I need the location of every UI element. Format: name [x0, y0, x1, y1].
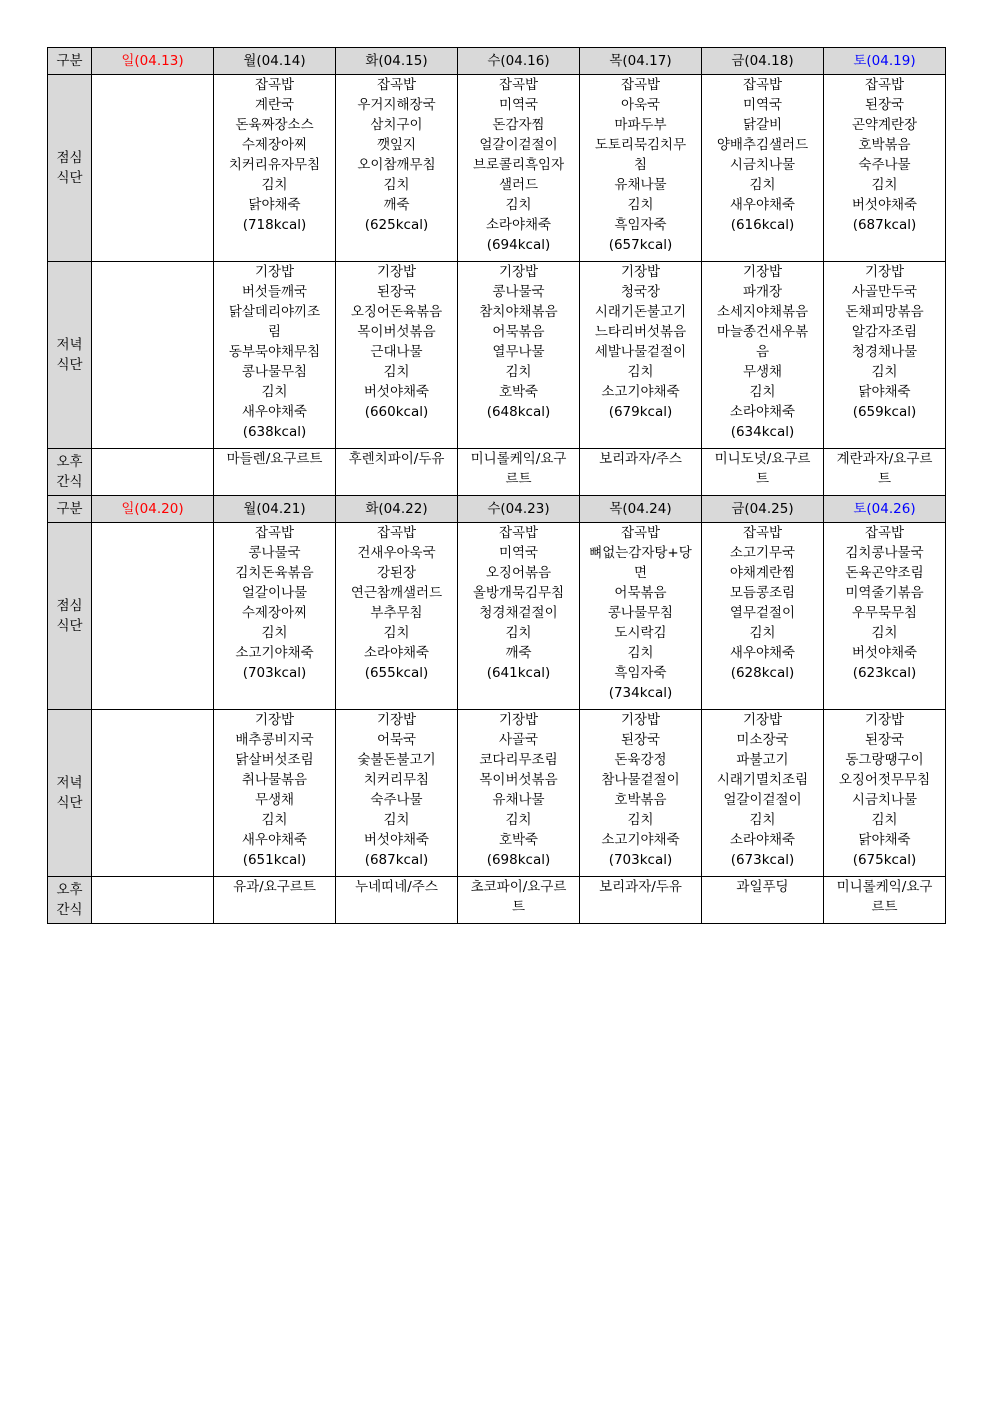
menu-item: 된장국: [376, 284, 417, 300]
menu-item: 돈채피망볶음: [845, 304, 924, 320]
menu-cell: [824, 262, 946, 449]
menu-item: 소고기무국: [729, 545, 796, 561]
menu-item: 김치: [383, 177, 410, 193]
menu-item: 얼갈이나물: [241, 585, 308, 601]
menu-item: 콩나물국: [248, 545, 301, 561]
menu-cell: [92, 75, 214, 262]
menu-item: 계란과자/요구르: [836, 451, 933, 467]
menu-item: 김치: [627, 364, 654, 380]
menu-item: 닭살데리야끼조: [228, 304, 321, 320]
menu-item: 숯불돈불고기: [357, 752, 436, 768]
menu-item: 된장국: [864, 97, 905, 113]
menu-item: 김치: [871, 177, 898, 193]
meal-label-line: 식단: [56, 618, 83, 634]
week-header-row: [48, 496, 946, 523]
menu-item: 소라야채죽: [729, 832, 796, 848]
menu-item: 후렌치파이/두유: [348, 451, 445, 467]
menu-item: (718kcal): [242, 217, 307, 233]
menu-cell: [702, 75, 824, 262]
menu-item: 초코파이/요구르: [470, 879, 567, 895]
menu-item: 소라야채죽: [729, 404, 796, 420]
menu-item: 모듬콩조림: [729, 585, 796, 601]
menu-item: 참치야채볶음: [479, 304, 558, 320]
menu-item: 샐러드: [498, 177, 539, 193]
menu-item: 잡곡밥: [498, 77, 539, 93]
menu-cell: [458, 75, 580, 262]
meal-label-line: 오후: [56, 882, 83, 898]
meal-label-line: 식단: [56, 795, 83, 811]
header-label: 구분: [48, 496, 92, 523]
menu-item: (638kcal): [242, 424, 307, 440]
menu-item: 알감자조림: [851, 324, 918, 340]
menu-item: 김치: [749, 625, 776, 641]
menu-item: 마들렌/요구르트: [226, 451, 323, 467]
menu-item: 치커리무침: [363, 772, 430, 788]
menu-item: 새우야채죽: [729, 197, 796, 213]
menu-item: 배추콩비지국: [235, 732, 314, 748]
menu-item: (651kcal): [242, 852, 307, 868]
menu-cell: [458, 262, 580, 449]
dinner-label: [48, 710, 92, 877]
menu-item: (734kcal): [608, 685, 673, 701]
menu-cell: [824, 877, 946, 924]
menu-cell: [580, 877, 702, 924]
menu-item: 계란국: [254, 97, 295, 113]
menu-cell: [824, 710, 946, 877]
menu-item: 아욱국: [620, 97, 661, 113]
menu-item: 김치: [627, 812, 654, 828]
meal-label-line: 점심: [56, 150, 83, 166]
menu-item: 김치: [749, 177, 776, 193]
menu-item: 뼈없는감자탕+당: [589, 545, 692, 561]
menu-item: 무생채: [254, 792, 295, 808]
menu-item: 소라야채죽: [363, 645, 430, 661]
menu-item: (675kcal): [852, 852, 917, 868]
menu-item: 참나물겉절이: [601, 772, 680, 788]
menu-item: 어묵볶음: [492, 324, 545, 340]
menu-item: 시금치나물: [851, 792, 918, 808]
menu-item: 미역줄기볶음: [845, 585, 924, 601]
menu-item: (616kcal): [730, 217, 795, 233]
menu-item: 호박죽: [498, 832, 539, 848]
menu-item: 콩나물국: [492, 284, 545, 300]
menu-item: 잡곡밥: [376, 525, 417, 541]
menu-item: 미니도넛/요구르: [714, 451, 811, 467]
menu-item: 김치: [261, 812, 288, 828]
menu-item: 곤약계란장: [851, 117, 918, 133]
day-header: 금(04.18): [702, 48, 824, 75]
menu-item: (703kcal): [242, 665, 307, 681]
menu-item: 호박볶음: [614, 792, 667, 808]
menu-item: 코다리무조림: [479, 752, 558, 768]
menu-item: 잡곡밥: [376, 77, 417, 93]
menu-cell: [336, 877, 458, 924]
menu-item: 버섯야채죽: [363, 384, 430, 400]
menu-item: 깻잎지: [376, 137, 417, 153]
menu-cell: [458, 449, 580, 496]
menu-cell: [214, 449, 336, 496]
lunch-label: [48, 523, 92, 710]
meal-label-line: 오후: [56, 454, 83, 470]
lunch-row: [48, 523, 946, 710]
menu-item: 사골국: [498, 732, 539, 748]
menu-cell: [92, 262, 214, 449]
snack-row: [48, 877, 946, 924]
menu-cell: [458, 710, 580, 877]
menu-item: 김치: [505, 812, 532, 828]
menu-item: 김치: [383, 625, 410, 641]
menu-cell: [458, 877, 580, 924]
menu-item: 파개장: [742, 284, 783, 300]
day-header: 금(04.25): [702, 496, 824, 523]
menu-item: 시금치나물: [729, 157, 796, 173]
menu-cell: [336, 710, 458, 877]
menu-item: 닭야채죽: [248, 197, 301, 213]
menu-item: 시래기돈불고기: [594, 304, 687, 320]
menu-cell: [336, 523, 458, 710]
menu-item: 김치: [505, 197, 532, 213]
menu-cell: [824, 523, 946, 710]
menu-item: 림: [267, 324, 282, 340]
menu-cell: [92, 523, 214, 710]
day-header: 목(04.17): [580, 48, 702, 75]
menu-item: 마늘종건새우볶: [716, 324, 809, 340]
menu-item: 보리과자/주스: [599, 451, 682, 467]
menu-item: 잡곡밥: [742, 525, 783, 541]
dinner-row: [48, 710, 946, 877]
menu-item: 건새우아욱국: [357, 545, 436, 561]
menu-item: 수제장아찌: [241, 605, 308, 621]
menu-cell: [92, 710, 214, 877]
menu-item: 목이버섯볶음: [357, 324, 436, 340]
menu-item: 돈육강정: [614, 752, 667, 768]
menu-item: 김치: [871, 625, 898, 641]
menu-item: 된장국: [864, 732, 905, 748]
menu-item: 과일푸딩: [736, 879, 789, 895]
menu-item: 세발나물겉절이: [594, 344, 687, 360]
lunch-row: [48, 75, 946, 262]
menu-item: 누네띠네/주스: [355, 879, 438, 895]
menu-item: 김치: [383, 812, 410, 828]
lunch-label: [48, 75, 92, 262]
menu-item: 새우야채죽: [241, 404, 308, 420]
meal-label-line: 저녁: [56, 775, 83, 791]
menu-item: 브로콜리흑임자: [472, 157, 565, 173]
menu-item: 콩나물무침: [241, 364, 308, 380]
day-header: 일(04.13): [92, 48, 214, 75]
menu-cell: [214, 877, 336, 924]
day-header: 토(04.19): [824, 48, 946, 75]
menu-cell: [336, 262, 458, 449]
menu-item: 기장밥: [254, 264, 295, 280]
menu-item: 열무겉절이: [729, 605, 796, 621]
menu-item: 양배추김샐러드: [716, 137, 809, 153]
menu-item: 동그랑땡구이: [845, 752, 924, 768]
menu-item: 기장밥: [376, 264, 417, 280]
day-header: 화(04.15): [336, 48, 458, 75]
menu-item: 오징어볶음: [485, 565, 552, 581]
menu-item: 잡곡밥: [254, 77, 295, 93]
menu-item: 열무나물: [492, 344, 545, 360]
menu-item: 르트: [871, 899, 898, 915]
menu-item: 음: [755, 344, 770, 360]
day-header: 일(04.20): [92, 496, 214, 523]
menu-cell: [336, 449, 458, 496]
menu-item: 수제장아찌: [241, 137, 308, 153]
menu-item: 기장밥: [620, 264, 661, 280]
menu-cell: [214, 710, 336, 877]
menu-cell: [824, 449, 946, 496]
dinner-label: [48, 262, 92, 449]
menu-item: 김치: [749, 812, 776, 828]
menu-item: 미소장국: [736, 732, 789, 748]
menu-item: 부추무침: [370, 605, 423, 621]
snack-label: [48, 449, 92, 496]
menu-item: 호박볶음: [858, 137, 911, 153]
menu-item: 김치: [871, 812, 898, 828]
menu-item: 호박죽: [498, 384, 539, 400]
menu-item: 소고기야채죽: [601, 384, 680, 400]
menu-item: 면: [633, 565, 648, 581]
menu-item: 얼갈이겉절이: [479, 137, 558, 153]
menu-item: 소라야채죽: [485, 217, 552, 233]
menu-item: 잡곡밥: [254, 525, 295, 541]
menu-item: 올방개묵김무침: [472, 585, 565, 601]
menu-item: (623kcal): [852, 665, 917, 681]
menu-item: 미니롤케익/요구: [470, 451, 567, 467]
menu-item: 기장밥: [498, 264, 539, 280]
menu-item: 기장밥: [742, 712, 783, 728]
menu-cell: [702, 877, 824, 924]
day-header: 월(04.14): [214, 48, 336, 75]
day-header: 월(04.21): [214, 496, 336, 523]
menu-item: 김치: [505, 625, 532, 641]
meal-label-line: 식단: [56, 170, 83, 186]
menu-item: 기장밥: [742, 264, 783, 280]
menu-item: 버섯야채죽: [363, 832, 430, 848]
menu-item: 유과/요구르트: [233, 879, 316, 895]
menu-cell: [214, 75, 336, 262]
meal-label-line: 점심: [56, 598, 83, 614]
menu-item: 트: [755, 471, 770, 487]
menu-item: 무생채: [742, 364, 783, 380]
day-header: 토(04.26): [824, 496, 946, 523]
menu-item: 돈육짜장소스: [235, 117, 314, 133]
menu-item: 김치: [871, 364, 898, 380]
menu-item: 기장밥: [498, 712, 539, 728]
menu-item: 삼치구이: [370, 117, 423, 133]
menu-item: 어묵볶음: [614, 585, 667, 601]
menu-item: 돈육곤약조림: [845, 565, 924, 581]
menu-item: 청경채나물: [851, 344, 918, 360]
menu-item: 기장밥: [864, 264, 905, 280]
menu-item: 유채나물: [614, 177, 667, 193]
menu-item: 닭갈비: [742, 117, 783, 133]
menu-item: 유채나물: [492, 792, 545, 808]
menu-item: 기장밥: [376, 712, 417, 728]
menu-item: 새우야채죽: [241, 832, 308, 848]
menu-item: 잡곡밥: [620, 77, 661, 93]
menu-item: 소세지야채볶음: [716, 304, 809, 320]
meal-menu-table: [47, 47, 946, 924]
menu-cell: [702, 523, 824, 710]
header-label: 구분: [48, 48, 92, 75]
menu-item: 느타리버섯볶음: [594, 324, 687, 340]
menu-item: 숙주나물: [858, 157, 911, 173]
menu-item: 청국장: [620, 284, 661, 300]
menu-item: 미역국: [742, 97, 783, 113]
menu-item: (698kcal): [486, 852, 551, 868]
menu-item: 닭살버섯조림: [235, 752, 314, 768]
menu-cell: [580, 710, 702, 877]
menu-cell: [702, 710, 824, 877]
menu-item: 침: [633, 157, 648, 173]
menu-item: (703kcal): [608, 852, 673, 868]
menu-item: 김치콩나물국: [845, 545, 924, 561]
menu-item: 어묵국: [376, 732, 417, 748]
menu-item: 잡곡밥: [498, 525, 539, 541]
menu-item: 잡곡밥: [620, 525, 661, 541]
day-header: 화(04.22): [336, 496, 458, 523]
menu-item: 목이버섯볶음: [479, 772, 558, 788]
menu-cell: [824, 75, 946, 262]
menu-cell: [214, 523, 336, 710]
menu-cell: [214, 262, 336, 449]
menu-item: 청경채겉절이: [479, 605, 558, 621]
menu-item: 시래기멸치조림: [716, 772, 809, 788]
menu-item: 돈감자찜: [492, 117, 545, 133]
menu-item: 김치: [383, 364, 410, 380]
menu-item: 얼갈이겉절이: [723, 792, 802, 808]
menu-item: 보리과자/두유: [599, 879, 682, 895]
menu-cell: [580, 262, 702, 449]
menu-item: 르트: [505, 471, 532, 487]
menu-cell: [702, 449, 824, 496]
menu-item: 미역국: [498, 97, 539, 113]
menu-item: 동부묵야채무침: [228, 344, 321, 360]
menu-cell: [702, 262, 824, 449]
menu-item: 파불고기: [736, 752, 789, 768]
menu-item: 김치돈육볶음: [235, 565, 314, 581]
meal-label-line: 식단: [56, 357, 83, 373]
menu-item: 버섯야채죽: [851, 197, 918, 213]
menu-item: 김치: [627, 197, 654, 213]
menu-item: 야채계란찜: [729, 565, 796, 581]
menu-item: (655kcal): [364, 665, 429, 681]
menu-cell: [580, 75, 702, 262]
week-header-row: [48, 48, 946, 75]
snack-label: [48, 877, 92, 924]
menu-item: 김치: [627, 645, 654, 661]
menu-item: 연근참깨샐러드: [350, 585, 443, 601]
menu-item: 된장국: [620, 732, 661, 748]
menu-item: (634kcal): [730, 424, 795, 440]
meal-label-line: 간식: [56, 474, 83, 490]
menu-item: 오이참깨무침: [357, 157, 436, 173]
menu-item: 콩나물무침: [607, 605, 674, 621]
menu-item: 새우야채죽: [729, 645, 796, 661]
day-header: 목(04.24): [580, 496, 702, 523]
snack-row: [48, 449, 946, 496]
menu-item: 도시락김: [614, 625, 667, 641]
menu-item: 미니롤케익/요구: [836, 879, 933, 895]
menu-item: 트: [877, 471, 892, 487]
menu-item: (657kcal): [608, 237, 673, 253]
menu-item: 마파두부: [614, 117, 667, 133]
menu-item: 소고기야채죽: [235, 645, 314, 661]
menu-cell: [92, 877, 214, 924]
menu-item: 오징어돈육볶음: [350, 304, 443, 320]
menu-item: 잡곡밥: [864, 525, 905, 541]
menu-item: 우무묵무침: [851, 605, 918, 621]
menu-item: 김치: [261, 384, 288, 400]
menu-cell: [458, 523, 580, 710]
menu-item: 버섯들깨국: [241, 284, 308, 300]
dinner-row: [48, 262, 946, 449]
menu-item: 깨죽: [505, 645, 532, 661]
menu-item: 잡곡밥: [864, 77, 905, 93]
menu-item: (648kcal): [486, 404, 551, 420]
menu-item: (660kcal): [364, 404, 429, 420]
menu-item: 미역국: [498, 545, 539, 561]
menu-item: 김치: [749, 384, 776, 400]
menu-item: (679kcal): [608, 404, 673, 420]
menu-item: 트: [511, 899, 526, 915]
day-header: 수(04.16): [458, 48, 580, 75]
menu-item: 근대나물: [370, 344, 423, 360]
menu-cell: [580, 523, 702, 710]
menu-item: 강된장: [376, 565, 417, 581]
day-header: 수(04.23): [458, 496, 580, 523]
menu-cell: [336, 75, 458, 262]
menu-item: 우거지해장국: [357, 97, 436, 113]
menu-item: 기장밥: [254, 712, 295, 728]
menu-item: 사골만두국: [851, 284, 918, 300]
menu-item: 닭야채죽: [858, 832, 911, 848]
menu-item: (641kcal): [486, 665, 551, 681]
menu-item: 버섯야채죽: [851, 645, 918, 661]
menu-item: 기장밥: [864, 712, 905, 728]
menu-item: (687kcal): [852, 217, 917, 233]
menu-item: 취나물볶음: [241, 772, 308, 788]
menu-item: (673kcal): [730, 852, 795, 868]
menu-item: 김치: [261, 177, 288, 193]
menu-item: (687kcal): [364, 852, 429, 868]
menu-item: 소고기야채죽: [601, 832, 680, 848]
menu-item: (694kcal): [486, 237, 551, 253]
menu-item: 기장밥: [620, 712, 661, 728]
menu-item: 흑임자죽: [614, 217, 667, 233]
menu-item: (628kcal): [730, 665, 795, 681]
menu-item: (625kcal): [364, 217, 429, 233]
menu-item: 흑임자죽: [614, 665, 667, 681]
menu-item: 닭야채죽: [858, 384, 911, 400]
menu-item: 치커리유자무침: [228, 157, 321, 173]
menu-cell: [580, 449, 702, 496]
meal-label-line: 간식: [56, 902, 83, 918]
menu-item: 김치: [261, 625, 288, 641]
menu-item: 깨죽: [383, 197, 410, 213]
menu-item: 김치: [505, 364, 532, 380]
menu-cell: [92, 449, 214, 496]
menu-item: 도토리묵김치무: [594, 137, 687, 153]
menu-item: (659kcal): [852, 404, 917, 420]
menu-item: 오징어젓무무침: [838, 772, 931, 788]
menu-item: 잡곡밥: [742, 77, 783, 93]
menu-item: 숙주나물: [370, 792, 423, 808]
meal-label-line: 저녁: [56, 337, 83, 353]
